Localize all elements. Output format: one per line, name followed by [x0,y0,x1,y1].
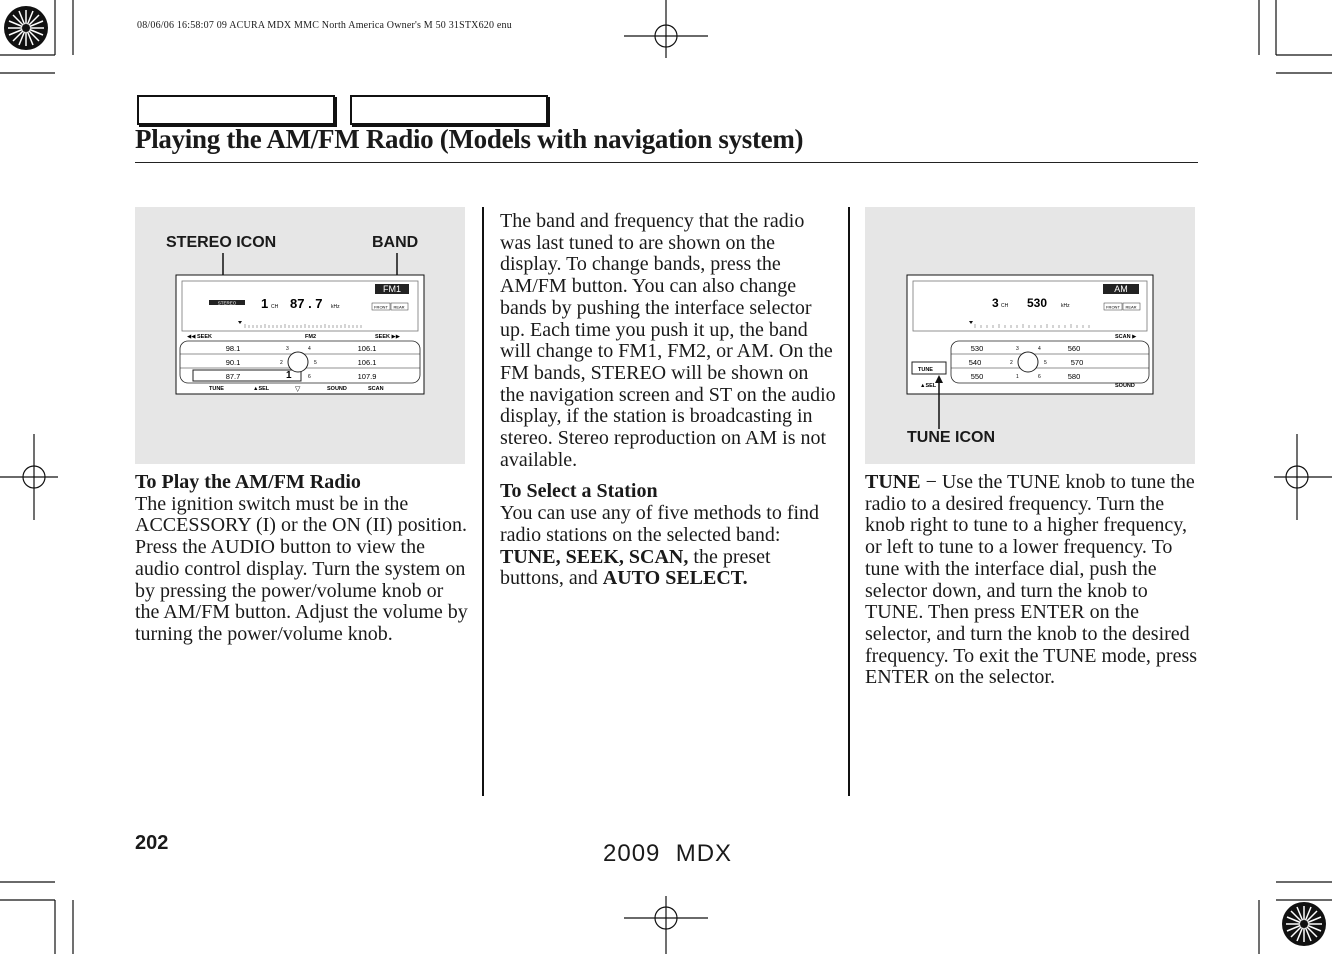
am-preset-4: 560 [1067,344,1081,353]
section-tab-2 [350,95,548,125]
am-rear-label: REAR [1125,304,1137,310]
paragraph-tune [865,472,1205,689]
am-channel: 3 [992,296,999,310]
fm-preset-num-6: 6 [308,374,311,380]
fm-bottom-down: ▽ [295,386,301,393]
heading-select-station: To Select a Station [500,480,658,503]
select-station-text-1: You can use any of five methods to find radio stations on the selected band: [500,502,820,546]
am-frequency: 530 [1027,296,1048,310]
fm-preset-num-4: 4 [308,346,311,352]
callout-stereo-icon: STEREO ICON [166,234,277,251]
fm-bottom-sound: SOUND [327,386,347,392]
am-preset-num-2: 2 [1010,360,1013,366]
figure-fm-display [135,207,465,464]
column-divider-2 [848,207,850,796]
am-tune-icon: TUNE [918,367,933,373]
starburst-dial-bottom-right [1282,902,1326,946]
starburst-dial-top-left [4,6,48,50]
tune-description: Use the TUNE knob to tune the radio to a desired frequency. Turn the knob right to tune to a higher frequency, or left to tune to a lower frequency. To tune with the interface dial, push the selector down, and turn the knob to TUNE. Then press ENTER on the selector, and turn the knob to the desired frequency. To exit the TUNE mode, press ENTER on the selector. [865,471,1198,689]
am-preset-num-4: 4 [1038,346,1041,352]
figure-am-display [865,207,1195,464]
page-title: Playing the AM/FM Radio (Models with navigation system) [135,124,804,154]
registration-target-left [0,434,58,520]
callout-band: BAND [372,234,419,251]
fm-preset-num-2: 2 [280,360,283,366]
am-front-label: FRONT [1106,304,1120,310]
fm-frequency: 87 . 7 [290,296,323,311]
fm-seek-right: SEEK ▶▶ [375,334,400,340]
fm-preset-4: 106.1 [357,344,377,353]
fm-display-diagram [135,207,465,464]
fm-bottom-sel: ▲SEL [253,386,270,392]
am-freq-unit: kHz [1061,303,1070,309]
select-station-methods: TUNE, SEEK, SCAN, [500,545,689,568]
am-ch-unit: CH [1001,303,1009,309]
am-preset-5: 570 [1070,358,1084,367]
title-rule [135,162,1198,163]
fm-active-marker: 1 [286,370,292,381]
am-preset-1: 550 [970,372,984,381]
fm-preset-5: 106.1 [357,358,377,367]
am-preset-num-6: 6 [1038,374,1041,380]
fm-preset-num-5: 5 [314,360,317,366]
paragraph-band-frequency: The band and frequency that the radio was last tuned to are shown on the display. To change bands, press the AM/FM button. You can also change bands by pushing the interface selector up. Each time you push it up, the band will change to FM1, FM2, or AM. On the FM bands, STEREO will be shown on the navigation screen and ST on the audio display, if the station is broadcasting in stereo. Stereo reproduction on AM is not available. [500,210,836,471]
footer-model: 2009 MDX [603,840,733,867]
fm-preset-2: 90.1 [225,358,241,367]
fm-channel: 1 [261,296,269,311]
am-preset-6: 580 [1067,372,1081,381]
paragraph-select-station [500,503,837,590]
fm-preset-6: 107.9 [357,372,377,381]
am-preset-3: 530 [970,344,984,353]
callout-tune-icon: TUNE ICON [907,429,995,446]
fm-preset-num-3: 3 [286,346,289,352]
column-3 [865,472,1205,689]
am-preset-num-5: 5 [1044,360,1047,366]
registration-target-top [624,0,708,58]
heading-play-radio: To Play the AM/FM Radio [135,471,361,493]
paragraph-play-radio: The ignition switch must be in the ACCESSORY (I) or the ON (II) position. Press the AUDIO button to view the audio control display. Turn the system on by pressing the power/volume knob or the AM/FM button. Adjust the volume by turning the power/volume knob. [135,492,468,645]
fm-bottom-tune: TUNE [209,386,224,392]
fm-fm2: FM2 [305,334,316,340]
page-number: 202 [135,832,169,854]
fm-band-label: FM1 [383,284,401,294]
section-tab-1 [137,95,335,125]
fm-ch-unit: CH [271,304,279,310]
am-sound: SOUND [1115,383,1135,389]
registration-target-right [1274,434,1332,520]
am-preset-num-1: 1 [1016,374,1019,380]
select-station-auto-select: AUTO SELECT. [602,567,748,590]
column-2 [500,211,837,590]
am-preset-2: 540 [968,358,982,367]
am-band-label: AM [1114,284,1128,294]
am-preset-num-3: 3 [1016,346,1019,352]
fm-preset-1: 87.7 [225,372,241,381]
fm-seek-left: ◀◀ SEEK [187,334,212,340]
fm-freq-unit: kHz [331,304,340,310]
print-header: 08/06/06 16:58:07 09 ACURA MDX MMC North America Owner's M 50 31STX620 enu [137,20,512,31]
tune-dash: − [920,471,942,493]
am-display-diagram [865,207,1195,464]
fm-front-label: FRONT [374,304,388,310]
fm-rear-label: REAR [393,304,405,310]
am-scan: SCAN ▶ [1115,334,1137,340]
select-station-text-2: the preset buttons, and [500,545,771,590]
stereo-indicator: STEREO [217,300,237,306]
fm-bottom-scan: SCAN [368,386,384,392]
am-sel: ▲SEL [920,383,937,389]
fm-preset-3: 98.1 [225,344,241,353]
column-1 [135,472,468,646]
tune-term: TUNE [865,471,921,493]
column-divider-1 [482,207,484,796]
registration-target-bottom [624,896,708,954]
